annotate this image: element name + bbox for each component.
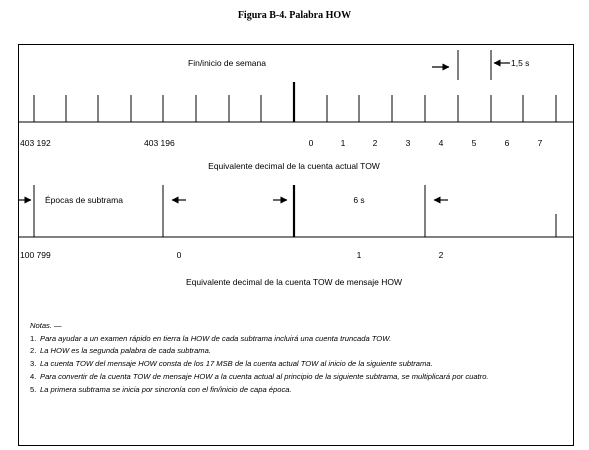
- figure-title: Figura B-4. Palabra HOW: [237, 10, 352, 21]
- week-boundary-label: Fin/inicio de semana: [188, 58, 266, 68]
- note-item: [30, 347, 575, 356]
- tick-label: 7: [537, 138, 543, 148]
- subframe-6s-label: 6 s: [353, 195, 365, 205]
- note-number: 3.: [30, 359, 37, 369]
- tick-label: 2: [438, 250, 444, 260]
- tick-label: 1: [340, 138, 346, 148]
- note-text: La HOW es la segunda palabra de cada subtrama.: [40, 346, 211, 356]
- top-timeline: [18, 82, 574, 122]
- tick-label: 2: [372, 138, 378, 148]
- note-item: [30, 335, 575, 344]
- note-item: [30, 373, 575, 382]
- interval-15s-label: 1,5 s: [511, 58, 530, 68]
- note-number: 4.: [30, 371, 37, 381]
- note-text: La cuenta TOW del mensaje HOW consta de los 17 MSB de la cuenta actual TOW al inicio de la siguiente subtrama.: [40, 359, 433, 369]
- tick-label: 5: [471, 138, 477, 148]
- note-number: 1.: [30, 333, 37, 343]
- tick-label: 1: [356, 250, 362, 260]
- top-caption: Equivalente decimal de la cuenta actual TOW: [208, 161, 380, 171]
- note-item: [30, 360, 575, 369]
- note-number: 2.: [30, 346, 37, 356]
- tick-label: 4: [438, 138, 444, 148]
- note-text: La primera subtrama se inicia por sincronía con el fin/inicio de capa época.: [40, 384, 292, 394]
- tick-label: 0: [308, 138, 314, 148]
- tick-label: 403 196: [144, 138, 175, 148]
- notes-section: [30, 322, 575, 398]
- note-number: 5.: [30, 384, 37, 394]
- notes-heading: Notas. —: [30, 321, 62, 330]
- note-item: [30, 386, 575, 395]
- bottom-timeline: [18, 185, 574, 237]
- subframe-epochs-label: Épocas de subtrama: [45, 195, 123, 205]
- note-text: Para ayudar a un examen rápido en tierra la HOW de cada subtrama incluirá una cuenta truncada TOW.: [40, 333, 392, 343]
- bottom-caption: Equivalente decimal de la cuenta TOW de mensaje HOW: [185, 277, 403, 287]
- tick-label: 100 799: [20, 250, 51, 260]
- tick-label: 403 192: [20, 138, 51, 148]
- tick-label: 3: [405, 138, 411, 148]
- tick-label: 6: [504, 138, 510, 148]
- tick-label: 0: [176, 250, 182, 260]
- note-text: Para convertir de la cuenta TOW de mensaje HOW a la cuenta actual al principio de la siguiente subtrama, se multiplicará por cuatro.: [40, 371, 489, 381]
